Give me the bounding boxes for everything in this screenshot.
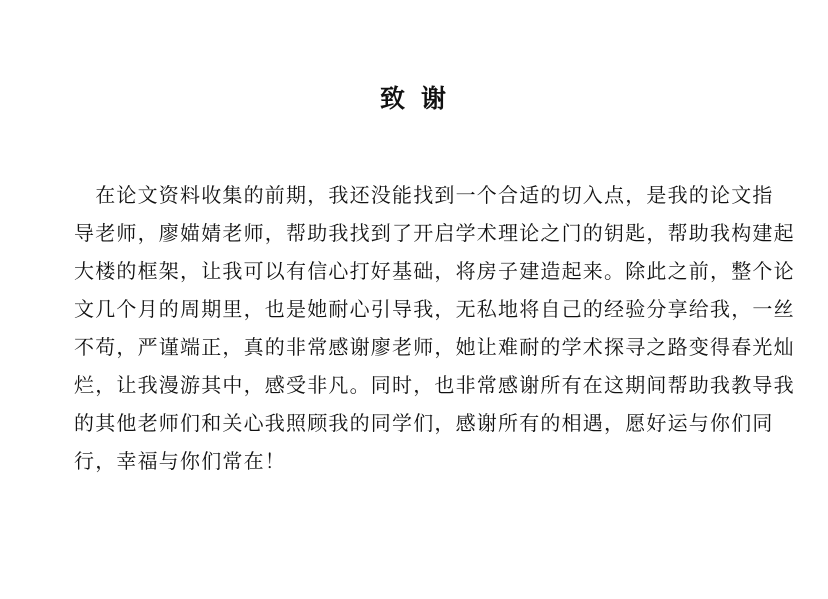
- title-char-1: 致: [379, 84, 407, 113]
- paragraph-line-2: 导老师，廖媌婧老师，帮助我找到了开启学术理论之门的钥匙，帮助我构建起: [74, 221, 795, 245]
- paragraph-line-8: 行，幸福与你们常在！: [74, 449, 286, 473]
- title-char-2: 谢: [421, 84, 449, 113]
- acknowledgement-body: [74, 176, 795, 480]
- paragraph-line-1: 在论文资料收集的前期，我还没能找到一个合适的切入点，是我的论文指: [74, 183, 774, 207]
- paragraph-line-7: 的其他老师们和关心我照顾我的同学们，感谢所有的相遇，愿好运与你们同: [74, 411, 774, 435]
- paragraph-line-6: 烂，让我漫游其中，感受非凡。同时，也非常感谢所有在这期间帮助我教导我: [74, 373, 795, 397]
- page-title: [0, 83, 828, 115]
- paragraph-line-4: 文几个月的周期里，也是她耐心引导我，无私地将自己的经验分享给我，一丝: [74, 297, 795, 321]
- paragraph-line-5: 不苟，严谨端正，真的非常感谢廖老师，她让难耐的学术探寻之路变得春光灿: [74, 335, 795, 359]
- paragraph-line-3: 大楼的框架，让我可以有信心打好基础，将房子建造起来。除此之前，整个论: [74, 259, 795, 283]
